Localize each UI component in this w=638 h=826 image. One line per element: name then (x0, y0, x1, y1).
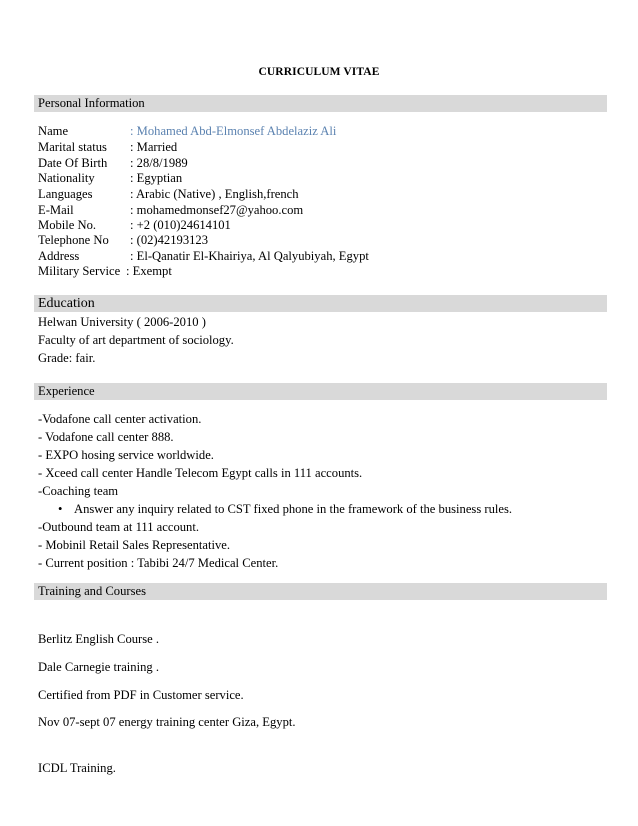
personal-row-mobile (38, 217, 231, 233)
personal-row-address (38, 248, 369, 264)
experience-line: - Xceed call center Handle Telecom Egypt calls in 111 accounts. (38, 466, 363, 480)
bullet-icon: • (58, 502, 63, 516)
section-header-personal-information: Personal Information (34, 95, 607, 112)
personal-row-military-service (38, 263, 172, 279)
field-label: Nationality (38, 171, 95, 185)
field-value: : (02)42193123 (130, 233, 209, 247)
experience-line: -Coaching team (38, 484, 119, 498)
experience-line: - EXPO hosing service worldwide. (38, 448, 214, 462)
field-label: Military Service (38, 264, 121, 278)
field-label: E-Mail (38, 203, 74, 217)
field-value: : mohamedmonsef27@yahoo.com (130, 203, 304, 217)
field-value: : El-Qanatir El-Khairiya, Al Qalyubiyah, Egypt (130, 249, 369, 263)
personal-row-date-of-birth (38, 155, 188, 171)
document-title: CURRICULUM VITAE (258, 66, 380, 78)
field-value: : Arabic (Native) , English,french (130, 187, 299, 201)
personal-row-marital-status (38, 139, 177, 155)
training-line: Nov 07-sept 07 energy training center Giza, Egypt. (38, 715, 296, 729)
bullet-text: Answer any inquiry related to CST fixed phone in the framework of the business rules. (74, 502, 513, 516)
education-line: Grade: fair. (38, 351, 96, 365)
training-line: Dale Carnegie training . (38, 660, 159, 674)
section-header-education: Education (34, 295, 607, 312)
training-line: Berlitz English Course . (38, 632, 160, 646)
personal-row-email (38, 202, 303, 218)
field-label: Telephone No (38, 233, 109, 247)
experience-line: - Mobinil Retail Sales Representative. (38, 538, 231, 552)
field-value: : 28/8/1989 (130, 156, 188, 170)
field-value: : Married (130, 140, 178, 154)
field-label: Name (38, 124, 69, 138)
field-label: Languages (38, 187, 93, 201)
field-label: Mobile No. (38, 218, 97, 232)
section-header-training: Training and Courses (34, 583, 607, 600)
experience-line: -Outbound team at 111 account. (38, 520, 199, 534)
experience-bullet-item (58, 501, 512, 517)
field-value: : Mohamed Abd-Elmonsef Abdelaziz Ali (130, 124, 337, 138)
personal-row-languages (38, 186, 299, 202)
section-header-experience: Experience (34, 383, 607, 400)
field-label: Date Of Birth (38, 156, 108, 170)
experience-line: - Vodafone call center 888. (38, 430, 174, 444)
personal-row-name (38, 123, 336, 139)
field-label: Address (38, 249, 80, 263)
education-line: Helwan University ( 2006-2010 ) (38, 315, 206, 329)
field-value: : Exempt (126, 264, 172, 278)
personal-row-nationality (38, 170, 182, 186)
experience-line: - Current position : Tabibi 24/7 Medical Center. (38, 556, 279, 570)
field-value: : +2 (010)24614101 (130, 218, 231, 232)
field-label: Marital status (38, 140, 107, 154)
training-line: ICDL Training. (38, 761, 116, 775)
education-line: Faculty of art department of sociology. (38, 333, 234, 347)
field-value: : Egyptian (130, 171, 183, 185)
experience-line: -Vodafone call center activation. (38, 412, 202, 426)
training-line: Certified from PDF in Customer service. (38, 688, 244, 702)
personal-row-telephone (38, 232, 208, 248)
